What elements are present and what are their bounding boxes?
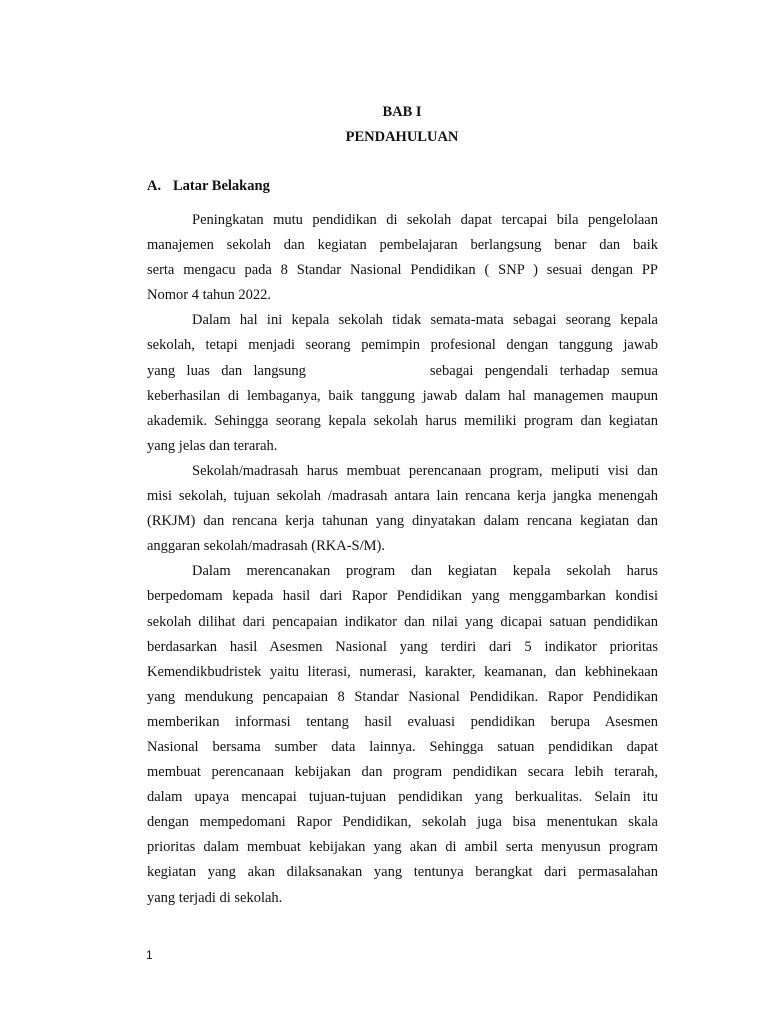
paragraph-line: berpedomam kepada hasil dari Rapor Pendidikan yang menggambarkan kondisi xyxy=(147,588,658,605)
paragraph-4 xyxy=(147,559,658,910)
paragraph-3 xyxy=(147,459,658,559)
paragraph-line: Peningkatan mutu pendidikan di sekolah dapat tercapai bila pengelolaan xyxy=(192,212,658,228)
paragraph-line: Dalam hal ini kepala sekolah tidak semata-mata sebagai seorang kepala xyxy=(192,312,658,329)
paragraph-line: kegiatan yang akan dilaksanakan yang tentunya berangkat dari permasalahan xyxy=(147,864,658,881)
chapter-title: PENDAHULUAN xyxy=(345,129,459,145)
paragraph-line-with-gap xyxy=(147,359,658,384)
line-segment-right: sebagai pengendali terhadap semua xyxy=(429,362,658,379)
section-marker: A. xyxy=(147,178,162,194)
paragraph-line: Nasional bersama sumber data lainnya. Sehingga satuan pendidikan dapat xyxy=(147,738,658,755)
paragraph-1 xyxy=(147,208,658,308)
paragraph-line: membuat perencanaan kebijakan dan program pendidikan secara lebih terarah, xyxy=(147,764,658,781)
paragraph-line: Kemendikbudristek yaitu literasi, numerasi, karakter, keamanan, dan kebhinekaan xyxy=(147,663,658,680)
paragraph-line: Nomor 4 tahun 2022. xyxy=(147,287,272,304)
paragraph-line: memberikan informasi tentang hasil evaluasi pendidikan berupa Asesmen xyxy=(147,713,658,730)
paragraph-line: yang jelas dan terarah. xyxy=(147,437,278,454)
paragraph-line: Dalam merencanakan program dan kegiatan kepala sekolah harus xyxy=(192,563,658,580)
paragraph-line: yang terjadi di sekolah. xyxy=(147,889,283,906)
paragraph-line: dengan mempedomani Rapor Pendidikan, sekolah juga bisa menentukan skala xyxy=(147,814,658,831)
line-segment-left: yang luas dan langsung xyxy=(147,362,306,379)
paragraph-line: (RKJM) dan rencana kerja tahunan yang dinyatakan dalam rencana kegiatan dan xyxy=(147,513,658,530)
paragraph-2 xyxy=(147,308,658,459)
paragraph-line: berdasarkan hasil Asesmen Nasional yang terdiri dari 5 indikator prioritas xyxy=(147,638,658,655)
paragraph-line: serta mengacu pada 8 Standar Nasional Pendidikan ( SNP ) sesuai dengan PP xyxy=(147,262,658,279)
paragraph-line: dalam upaya mencapai tujuan-tujuan pendidikan yang berkualitas. Selain itu xyxy=(147,789,658,806)
page-number: 1 xyxy=(146,948,153,962)
paragraph-line: misi sekolah, tujuan sekolah /madrasah antara lain rencana kerja jangka menengah xyxy=(147,488,658,505)
chapter-label: BAB I xyxy=(382,104,422,120)
paragraph-line: Sekolah/madrasah harus membuat perencanaan program, meliputi visi dan xyxy=(192,462,658,479)
paragraph-line: manajemen sekolah dan kegiatan pembelajaran berlangsung benar dan baik xyxy=(147,237,658,254)
paragraph-line: anggaran sekolah/madrasah (RKA-S/M). xyxy=(147,538,385,555)
section-heading xyxy=(147,178,270,195)
paragraph-line: akademik. Sehingga seorang kepala sekolah harus memiliki program dan kegiatan xyxy=(147,412,658,429)
paragraph-line: sekolah, tetapi menjadi seorang pemimpin profesional dengan tanggung jawab xyxy=(147,337,658,354)
paragraph-line: keberhasilan di lembaganya, baik tanggung jawab dalam hal managemen maupun xyxy=(147,387,658,404)
paragraph-line: prioritas dalam membuat kebijakan yang akan di ambil serta menyusun program xyxy=(147,839,658,856)
paragraph-line: yang mendukung pencapaian 8 Standar Nasional Pendidikan. Rapor Pendidikan xyxy=(147,688,658,705)
section-title: Latar Belakang xyxy=(173,178,270,194)
body-text xyxy=(147,208,658,911)
paragraph-line: sekolah dilihat dari pencapaian indikator dan nilai yang dicapai satuan pendidikan xyxy=(147,613,658,630)
